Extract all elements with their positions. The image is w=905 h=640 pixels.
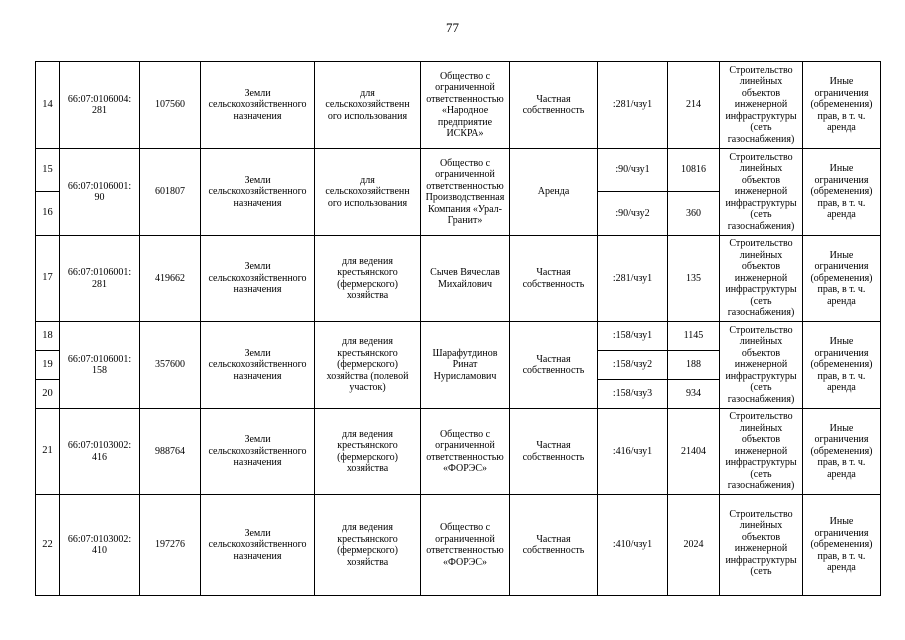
sub-plot-number: :281/чзу1 [598, 62, 668, 149]
permitted-use: для ведения крестьянского (фермерского) хозяйства [315, 495, 421, 596]
row-number: 16 [36, 192, 60, 236]
land-category: Земли сельскохозяйственного назначения [201, 149, 315, 236]
sub-plot-area: 360 [668, 192, 720, 236]
table-row [36, 409, 881, 495]
row-number: 21 [36, 409, 60, 495]
sub-plot-number: :416/чзу1 [598, 409, 668, 495]
permitted-use: для ведения крестьянского (фермерского) хозяйства [315, 409, 421, 495]
usage-purpose: Строительство линейных объектов инженерной инфраструктуры (сеть газоснабжения) [720, 322, 803, 409]
permitted-use: для ведения крестьянского (фермерского) хозяйства [315, 236, 421, 322]
plot-area: 197276 [140, 495, 201, 596]
plot-area: 601807 [140, 149, 201, 236]
usage-purpose: Строительство линейных объектов инженерной инфраструктуры (сеть газоснабжения) [720, 409, 803, 495]
sub-plot-area: 2024 [668, 495, 720, 596]
permitted-use: для ведения крестьянского (фермерского) хозяйства (полевой участок) [315, 322, 421, 409]
right-holder: Общество с ограниченной ответственностью «ФОРЭС» [421, 409, 510, 495]
land-category: Земли сельскохозяйственного назначения [201, 322, 315, 409]
right-holder: Общество с ограниченной ответственностью «ФОРЭС» [421, 495, 510, 596]
table-row [36, 322, 881, 351]
right-holder: Сычев Вячеслав Михайлович [421, 236, 510, 322]
sub-plot-number: :410/чзу1 [598, 495, 668, 596]
right-type: Частная собственность [510, 236, 598, 322]
row-number: 17 [36, 236, 60, 322]
sub-plot-number: :281/чзу1 [598, 236, 668, 322]
right-type: Частная собственность [510, 409, 598, 495]
encumbrance-type: Иные ограничения (обременения) прав, в т. ч. аренда [803, 62, 881, 149]
right-type: Аренда [510, 149, 598, 236]
row-number: 22 [36, 495, 60, 596]
encumbrance-type: Иные ограничения (обременения) прав, в т. ч. аренда [803, 236, 881, 322]
encumbrance-type: Иные ограничения (обременения) прав, в т. ч. аренда [803, 495, 881, 596]
right-holder: Общество с ограниченной ответственностью «Народное предприятие ИСКРА» [421, 62, 510, 149]
plot-area: 988764 [140, 409, 201, 495]
right-type: Частная собственность [510, 62, 598, 149]
sub-plot-area: 135 [668, 236, 720, 322]
cadastral-number: 66:07:0103002: 410 [60, 495, 140, 596]
cadastral-number: 66:07:0103002: 416 [60, 409, 140, 495]
row-number: 18 [36, 322, 60, 351]
row-number: 19 [36, 351, 60, 380]
table-row [36, 149, 881, 192]
encumbrance-type: Иные ограничения (обременения) прав, в т. ч. аренда [803, 409, 881, 495]
row-number: 15 [36, 149, 60, 192]
sub-plot-number: :90/чзу2 [598, 192, 668, 236]
table-row [36, 495, 881, 596]
usage-purpose: Строительство линейных объектов инженерной инфраструктуры (сеть газоснабжения) [720, 62, 803, 149]
row-number: 20 [36, 380, 60, 409]
usage-purpose-text: Строительство линейных объектов инженерной инфраструктуры (сеть [725, 508, 797, 577]
page-number: 77 [446, 20, 459, 35]
permitted-use: для сельскохозяйственн ого использования [315, 62, 421, 149]
sub-plot-area: 10816 [668, 149, 720, 192]
plot-area: 357600 [140, 322, 201, 409]
land-plots-table [35, 61, 881, 596]
usage-purpose: Строительство линейных объектов инженерной инфраструктуры (сеть газоснабжения) [720, 149, 803, 236]
permitted-use: для сельскохозяйственн ого использования [315, 149, 421, 236]
cadastral-number: 66:07:0106001: 158 [60, 322, 140, 409]
sub-plot-area: 1145 [668, 322, 720, 351]
cadastral-number: 66:07:0106004: 281 [60, 62, 140, 149]
sub-plot-number: :158/чзу2 [598, 351, 668, 380]
land-category: Земли сельскохозяйственного назначения [201, 236, 315, 322]
land-category: Земли сельскохозяйственного назначения [201, 62, 315, 149]
encumbrance-type: Иные ограничения (обременения) прав, в т. ч. аренда [803, 149, 881, 236]
encumbrance-type: Иные ограничения (обременения) прав, в т. ч. аренда [803, 322, 881, 409]
plot-area: 107560 [140, 62, 201, 149]
plot-area: 419662 [140, 236, 201, 322]
table-row [36, 62, 881, 149]
sub-plot-area: 214 [668, 62, 720, 149]
cadastral-number: 66:07:0106001: 90 [60, 149, 140, 236]
land-category: Земли сельскохозяйственного назначения [201, 409, 315, 495]
sub-plot-area: 21404 [668, 409, 720, 495]
right-type: Частная собственность [510, 495, 598, 596]
cadastral-number: 66:07:0106001: 281 [60, 236, 140, 322]
right-type: Частная собственность [510, 322, 598, 409]
row-number: 14 [36, 62, 60, 149]
sub-plot-area: 188 [668, 351, 720, 380]
sub-plot-number: :90/чзу1 [598, 149, 668, 192]
usage-purpose [720, 495, 803, 596]
sub-plot-area: 934 [668, 380, 720, 409]
land-category: Земли сельскохозяйственного назначения [201, 495, 315, 596]
sub-plot-number: :158/чзу1 [598, 322, 668, 351]
table-row [36, 236, 881, 322]
sub-plot-number: :158/чзу3 [598, 380, 668, 409]
right-holder: Шарафутдинов Ринат Нурисламович [421, 322, 510, 409]
usage-purpose: Строительство линейных объектов инженерной инфраструктуры (сеть газоснабжения) [720, 236, 803, 322]
right-holder: Общество с ограниченной ответственностью Производственная Компания «Урал- Гранит» [421, 149, 510, 236]
